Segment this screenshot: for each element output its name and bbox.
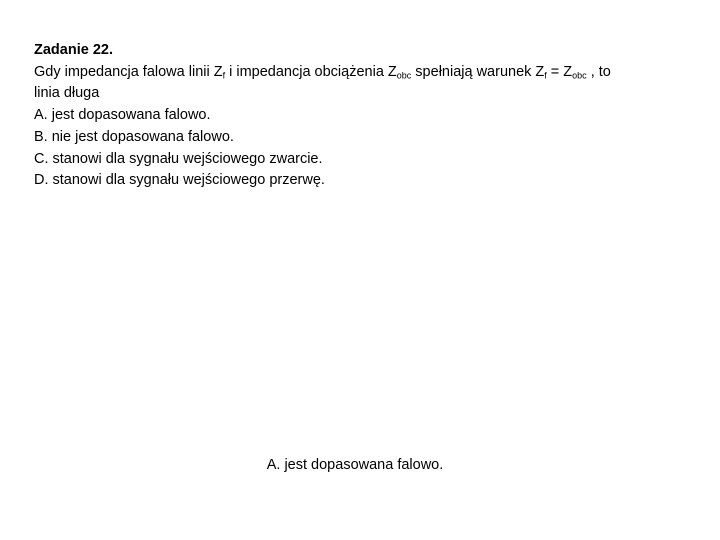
- option-d: D. stanowi dla sygnału wejściowego przerwę.: [34, 172, 325, 189]
- question-title: Zadanie 22.: [34, 42, 113, 58]
- question-stem-line-2: linia długa: [34, 85, 100, 102]
- stem-text-2: i impedancja obciążenia Z: [225, 63, 397, 80]
- subscript-obc-1: obc: [396, 70, 412, 81]
- stem-text-4: = Z: [546, 63, 573, 80]
- stem-text-5: , to: [586, 63, 611, 80]
- option-c: C. stanowi dla sygnału wejściowego zwarcie.: [34, 150, 323, 167]
- option-b: B. nie jest dopasowana falowo.: [34, 128, 234, 145]
- subscript-f-1: f: [222, 70, 226, 81]
- correct-answer: A. jest dopasowana falowo.: [266, 457, 444, 473]
- stem-text-1: Gdy impedancja falowa linii Z: [34, 63, 223, 80]
- subscript-obc-2: obc: [572, 70, 587, 81]
- stem-text-3: spełniają warunek Z: [411, 63, 545, 80]
- option-a: A. jest dopasowana falowo.: [34, 107, 211, 124]
- question-block: [34, 40, 694, 192]
- question-stem: [34, 62, 694, 84]
- subscript-f-2: f: [544, 70, 547, 81]
